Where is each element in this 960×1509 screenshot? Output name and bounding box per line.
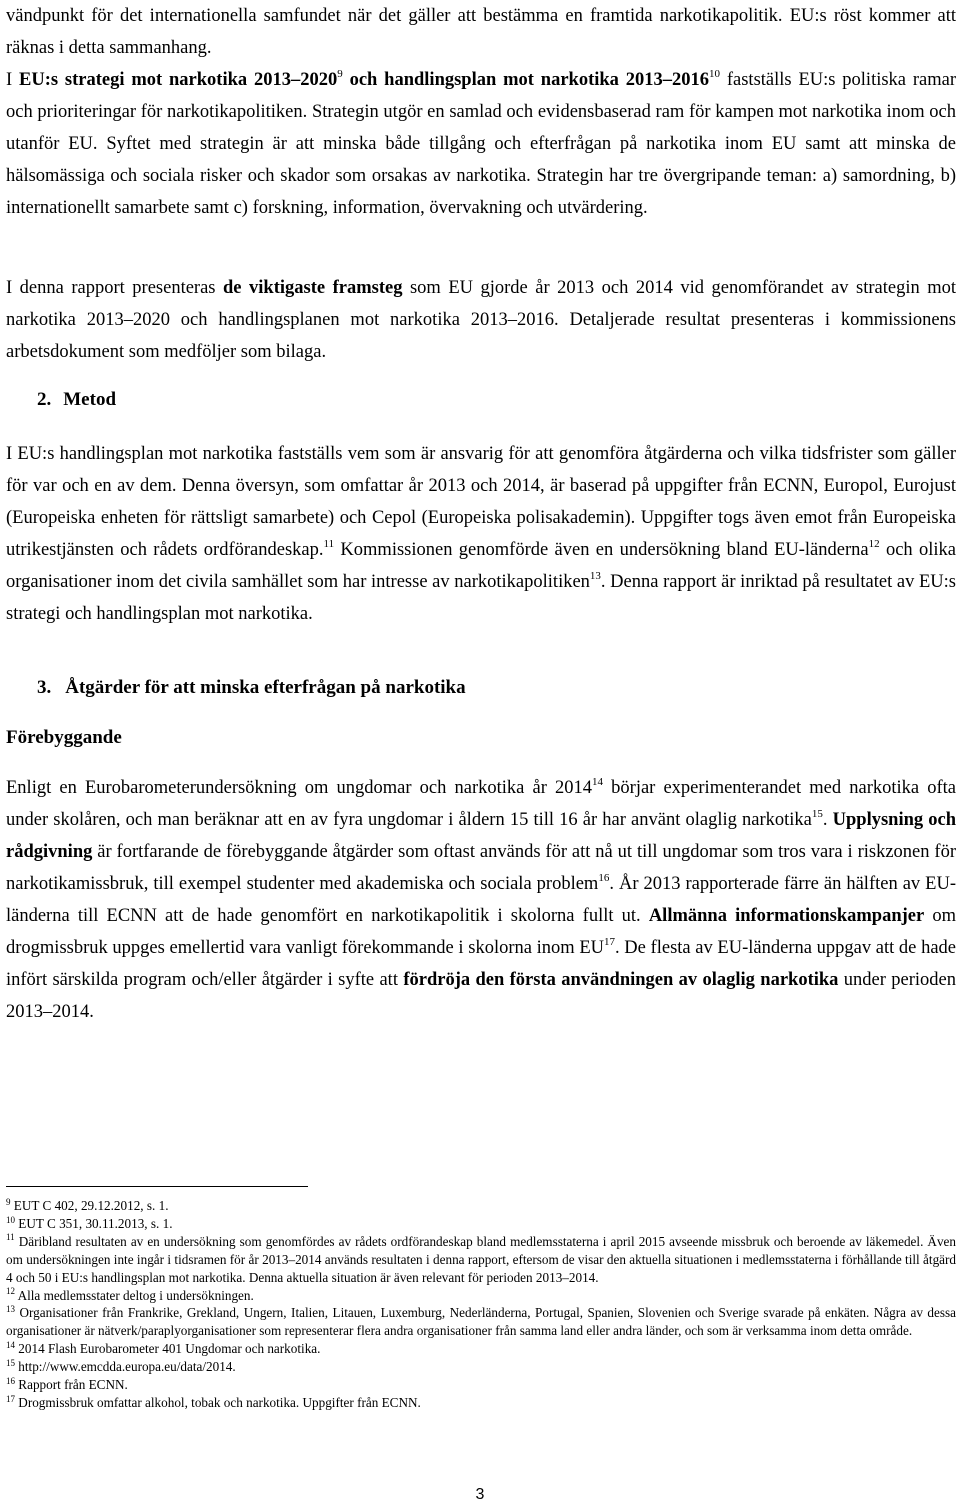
footnote-ref[interactable]: 10	[709, 67, 721, 80]
paragraph-text	[343, 70, 350, 90]
footnote-separator	[6, 1186, 308, 1187]
footnote-number: 10	[6, 1214, 15, 1225]
paragraph-text: under perioden 2013–2014.	[6, 970, 957, 1022]
footnote-ref[interactable]: 12	[868, 537, 880, 550]
footnote-17	[6, 1394, 956, 1412]
footnote-15	[6, 1358, 956, 1376]
bold-information-advice: Upplysning och rådgivning	[6, 810, 957, 862]
footnote-text: Alla medlemsstater deltog i undersökningen.	[15, 1287, 254, 1303]
footnote-ref[interactable]: 11	[323, 537, 335, 550]
footnote-number: 16	[6, 1375, 15, 1386]
footnote-text: Drogmissbruk omfattar alkohol, tobak och narkotika. Uppgifter från ECNN.	[15, 1394, 421, 1410]
footnote-ref[interactable]: 16	[598, 871, 610, 884]
paragraph-text: Kommissionen genomförde även en undersökning bland EU-länderna	[334, 540, 869, 560]
footnote-9	[6, 1197, 956, 1215]
footnote-ref[interactable]: 14	[592, 775, 604, 788]
paragraph-text: I EU:s handlingsplan mot narkotika fastställs vem som är ansvarig för att genomföra åtgärderna och vilka tidsfrister som gäller för var och en av dem. Denna översyn, som omfattar år 2013 och 2014, är baserad på uppgifter från ECNN, Europol, Eurojust (Europeiska enheten för rättsligt samarbete) och Cepol (Europeiska polisakademin). Uppgifter togs även emot från Europeiska utrikestjänsten och rådets ordförandeskap.	[6, 444, 956, 560]
paragraph-text: börjar experimenterandet med narkotika ofta under skolåren, och man beräknar att en av fyra ungdomar i åldern 15 till 16 år har använt olaglig narkotika	[6, 778, 957, 830]
footnote-ref[interactable]: 13	[589, 569, 601, 582]
paragraph-text: vändpunkt för det internationella samfundet när det gäller att bestämma en framtida narkotikapolitik. EU:s röst kommer att räknas i detta sammanhang.	[6, 6, 956, 58]
paragraph-text: och olika organisationer inom det civila samhället som har intresse av narkotikapolitiken	[6, 540, 956, 592]
footnote-text: Rapport från ECNN.	[15, 1377, 128, 1393]
footnote-11	[6, 1233, 956, 1287]
section-heading-3	[37, 674, 466, 702]
footnotes-section	[6, 1197, 956, 1412]
paragraph-text: som EU gjorde år 2013 och 2014 vid genomförandet av strategin mot narkotika 2013–2020 och handlingsplanen mot narkotika 2013–2016. Detaljerade resultat presenteras i kommissionens arbetsdokument som medföljer som bilaga.	[6, 278, 957, 362]
footnote-14	[6, 1340, 956, 1358]
footnote-number: 14	[6, 1339, 15, 1350]
section-title: Metod	[63, 389, 117, 410]
paragraph-text: om drogmissbruk uppges emellertid vara vanligt förekommande i skolorna inom EU	[6, 906, 956, 958]
footnote-text: EUT C 351, 30.11.2013, s. 1.	[15, 1215, 173, 1231]
footnote-13	[6, 1304, 956, 1340]
footnote-ref[interactable]: 9	[337, 67, 343, 80]
paragraph-text: är fortfarande de förebyggande åtgärder som oftast används för att nå ut till ungdomar som tros vara i riskzonen för narkotikamissbruk, till exempel studenter med akademiska och sociala problem	[6, 842, 956, 894]
footnote-ref[interactable]: 17	[604, 935, 615, 948]
paragraph-prevention	[6, 772, 956, 1028]
footnote-ref[interactable]: 15	[811, 807, 823, 820]
footnote-text: Organisationer från Frankrike, Grekland, Ungern, Italien, Litauen, Luxemburg, Nederländerna, Portugal, Spanien, Slovenien och Sverige svarade på enkäten. Några av dessa organisationer är nätverk/paraplyorganisationer som representerar flera andra organisationer från samma land eller andra länder, och som är verksamma inom detta område.	[6, 1305, 956, 1339]
footnote-16	[6, 1376, 956, 1394]
footnote-text: EUT C 402, 29.12.2012, s. 1.	[10, 1198, 169, 1213]
footnote-number: 11	[6, 1232, 15, 1243]
bold-information-campaigns: Allmänna informationskampanjer	[648, 906, 925, 926]
paragraph-text: I	[6, 70, 20, 90]
footnote-number: 9	[6, 1196, 11, 1207]
subheading-prevention: Förebyggande	[6, 727, 122, 748]
paragraph-strategy	[6, 64, 956, 224]
paragraph-text: .	[822, 810, 833, 830]
paragraph-method	[6, 438, 956, 630]
footnote-link[interactable]: http://www.emcdda.europa.eu/data/2014.	[15, 1359, 236, 1375]
footnote-number: 12	[6, 1286, 15, 1297]
paragraph-text: . De flesta av EU-länderna uppgav att de hade infört särskilda program och/eller åtgärder i syfte att	[6, 938, 956, 990]
footnote-number: 17	[6, 1393, 15, 1404]
bold-delay-first-use: fördröja den första användningen av olaglig narkotika	[403, 970, 839, 990]
paragraph-text: . Denna rapport är inriktad på resultatet av EU:s strategi och handlingsplan mot narkotika.	[6, 572, 956, 624]
footnote-text: Däribland resultaten av en undersökning som genomfördes av rådets ordförandeskap bland medlemsstaterna i april 2015 avseende missbruk och beroende av läkemedel. Även om undersökningen inte ingår i tidsramen för år 2013–2014 används resultaten i denna rapport, eftersom de visar den aktuella situationen i medlemsstaterna i förhållande till åtgärd 4 och 50 i EU:s handlingsplan mot narkotika. Denna aktuella situation är även relevant för perioden 2013–2014.	[6, 1233, 956, 1285]
footnote-text: 2014 Flash Eurobarometer 401 Ungdomar och narkotika.	[15, 1341, 321, 1357]
section-heading-2	[37, 386, 116, 414]
paragraph-text: I denna rapport presenteras	[6, 278, 224, 298]
paragraph-text: fastställs EU:s politiska ramar och prioriteringar för narkotikapolitiken. Strategin utgör en samlad och evidensbaserad ram för kampen mot narkotika inom och utanför EU. Syftet med strategin är att minska både tillgång och efterfrågan på narkotika inom EU samt att minska de hälsomässiga och sociala risker och skador som orsakas av narkotika. Strategin har tre övergripande teman: a) samordning, b) internationellt samarbete samt c) forskning, information, övervakning och utvärdering.	[6, 70, 956, 218]
bold-action-plan-name: och handlingsplan mot narkotika 2013–2016	[349, 70, 710, 90]
footnote-10	[6, 1215, 956, 1233]
paragraph-text: . År 2013 rapporterade färre än hälften av EU-länderna till ECNN att de hade genomfört en narkotikapolitik i skolorna fullt ut.	[6, 874, 957, 926]
paragraph-report-intro	[6, 272, 956, 368]
section-title: Åtgärder för att minska efterfrågan på narkotika	[65, 677, 466, 698]
footnote-number: 15	[6, 1357, 15, 1368]
footnote-12	[6, 1287, 956, 1305]
paragraph-intro-continuation	[6, 0, 956, 64]
paragraph-text: Enligt en Eurobarometerundersökning om ungdomar och narkotika år 2014	[6, 778, 593, 798]
section-number: 2.	[37, 389, 52, 410]
footnote-number: 13	[6, 1304, 15, 1315]
bold-strategy-name: EU:s strategi mot narkotika 2013–2020	[19, 70, 338, 90]
page-number: 3	[475, 1486, 485, 1503]
section-number: 3.	[37, 677, 52, 698]
bold-key-progress: de viktigaste framsteg	[223, 278, 403, 298]
